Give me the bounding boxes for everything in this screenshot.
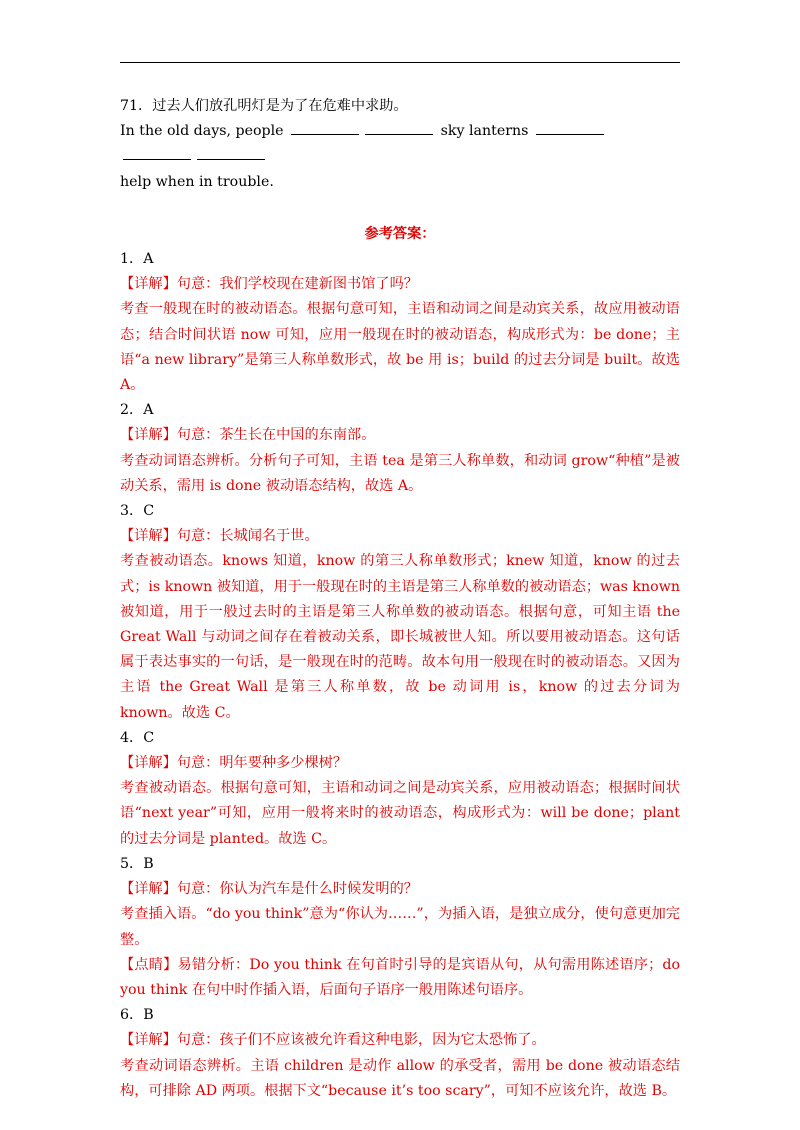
answer-blank[interactable] [197,145,265,160]
header-rule [120,62,680,63]
answer-number: 2．A [120,402,154,419]
answer-blank[interactable] [123,145,191,160]
question-71-part3: help when in trouble. [120,173,274,190]
answer-item [120,247,680,398]
question-71-part2: sky lanterns [440,123,529,140]
answer-explanation: 考查动词语态辨析。分析句子可知，主语 tea 是第三人称单数，和动词 grow“种植”是被动关系，需用 is done 被动语态结构，故选 A。 [120,452,680,494]
answer-detail: 【详解】句意：长城闻名于世。 [120,528,319,545]
answers-list [120,247,680,1104]
question-71-chinese: 71．过去人们放孔明灯是为了在危难中求助。 [120,98,408,114]
answer-item [120,499,680,726]
answer-blank[interactable] [536,120,604,135]
answer-explanation: 考查插入语。“do you think”意为“你认为……”，为插入语，是独立成分，使句意更加完整。 [120,906,680,948]
answer-tip: 【点睛】易错分析：Do you think 在句首时引导的是宾语从句，从句需用陈述语序；do you think 在句中时作插入语，后面句子语序一般用陈述句语序。 [120,956,680,998]
answer-explanation: 考查动词语态辨析。主语 children 是动作 allow 的承受者，需用 be done 被动语态结构，可排除 AD 两项。根据下文“because it’s too scary”，可知不应该允许，故选 B。 [120,1057,680,1099]
answer-blank[interactable] [291,120,359,135]
answer-number: 1．A [120,251,154,268]
answer-number: 6．B [120,1007,154,1024]
answer-item [120,1003,680,1104]
answer-detail: 【详解】句意：茶生长在中国的东南部。 [120,427,376,444]
answer-number: 3．C [120,503,155,520]
answer-detail: 【详解】句意：孩子们不应该被允许看这种电影，因为它太恐怖了。 [120,1032,546,1049]
page-content [120,94,680,1104]
answers-title: 参考答案： [364,225,436,242]
answer-explanation: 考查一般现在时的被动语态。根据句意可知，主语和动词之间是动宾关系，故应用被动语态；结合时间状语 now 可知，应用一般现在时的被动语态，构成形式为：be done；主语“a new library”是第三人称单数形式，故 be 用 is；build 的过去分词是 built。故选 A。 [120,301,680,394]
answer-detail: 【详解】句意：你认为汽车是什么时候发明的？ [120,881,418,898]
answer-detail: 【详解】句意：我们学校现在建新图书馆了吗？ [120,276,418,293]
answer-item [120,852,680,1003]
answer-item [120,398,680,499]
answer-explanation: 考查被动语态。knows 知道，know 的第三人称单数形式；knew 知道，know 的过去式；is known 被知道，用于一般现在时的主语是第三人称单数的被动语态；was known 被知道，用于一般过去时的主语是第三人称单数的被动语态。根据句意，可知主语 the Great Wall 与动词之间存在着被动关系，即长城被世人知。所以要用被动语态。这句话属于表达事实的一句话，是一般现在时的范畴。故本句用一般现在时的被动语态。又因为主语 the Great Wall 是第三人称单数，故 be 动词用 is，know 的过去分词为 known。故选 C。 [120,553,680,721]
answer-explanation: 考查被动语态。根据句意可知，主语和动词之间是动宾关系，应用被动语态；根据时间状语“next year”可知，应用一般将来时的被动语态，构成形式为：will be done；plant 的过去分词是 planted。故选 C。 [120,780,680,847]
answer-number: 5．B [120,855,154,872]
answer-detail: 【详解】句意：明年要种多少棵树？ [120,755,348,772]
answer-number: 4．C [120,729,155,746]
question-71-part1: In the old days, people [120,123,284,140]
answer-blank[interactable] [365,120,433,135]
answer-item [120,726,680,852]
question-71-english [120,119,680,195]
